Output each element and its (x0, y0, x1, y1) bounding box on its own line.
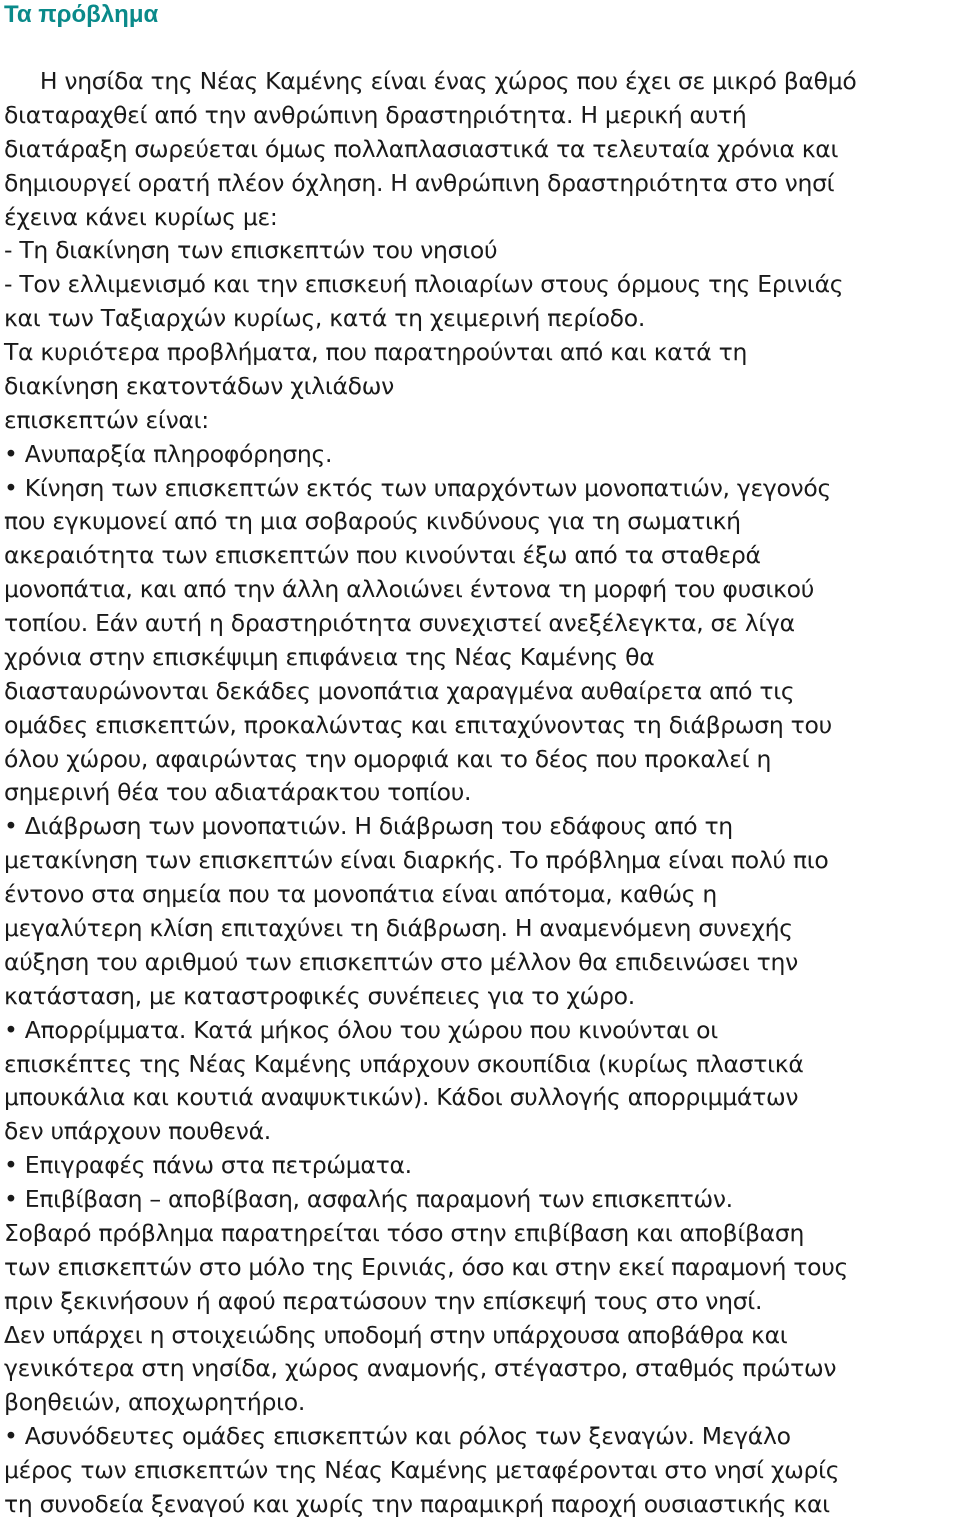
text-line: διαταραχθεί από την ανθρώπινη δραστηριότητα. Η μερική αυτή (4, 100, 747, 129)
text-line: σημερινή θέα του αδιατάρακτου τοπίου. (4, 778, 472, 807)
text-line: αύξηση του αριθμού των επισκεπτών στο μέλλον θα επιδεινώσει την (4, 947, 798, 976)
text-line: επισκέπτες της Νέας Καμένης υπάρχουν σκουπίδια (κυρίως πλαστικά (4, 1049, 804, 1078)
text-line: • Απορρίμματα. Κατά μήκος όλου του χώρου που κινούνται οι (4, 1015, 718, 1044)
text-line: μετακίνηση των επισκεπτών είναι διαρκής. Το πρόβλημα είναι πολύ πιο (4, 846, 829, 875)
text-line: • Ανυπαρξία πληροφόρησης. (4, 439, 333, 468)
text-line: γενικότερα στη νησίδα, χώρος αναμονής, στέγαστρο, σταθμός πρώτων (4, 1354, 837, 1383)
text-line: Η νησίδα της Νέας Καμένης είναι ένας χώρος που έχει σε μικρό βαθμό (4, 67, 857, 95)
text-line: χρόνια στην επισκέψιμη επιφάνεια της Νέας Καμένης θα (4, 642, 655, 671)
text-line: έντονο στα σημεία που τα μονοπάτια είναι απότομα, καθώς η (4, 880, 717, 909)
text-line: δεν υπάρχουν πουθενά. (4, 1117, 271, 1146)
text-line: βοηθειών, αποχωρητήριο. (4, 1388, 305, 1417)
text-line: επισκεπτών είναι: (4, 405, 209, 434)
text-line: Σοβαρό πρόβλημα παρατηρείται τόσο στην επιβίβαση και αποβίβαση (4, 1218, 805, 1247)
text-line: διακίνηση εκατοντάδων χιλιάδων (4, 371, 394, 400)
text-line: διατάραξη σωρεύεται όμως πολλαπλασιαστικά τα τελευταία χρόνια και (4, 134, 839, 163)
text-line: Τα κυριότερα προβλήματα, που παρατηρούνται από και κατά τη (4, 338, 748, 367)
text-line: των επισκεπτών στο μόλο της Ερινιάς, όσο και στην εκεί παραμονή τους (4, 1252, 849, 1281)
text-line: διασταυρώνονται δεκάδες μονοπάτια χαραγμένα αυθαίρετα από τις (4, 676, 795, 705)
text-line: μέρος των επισκεπτών της Νέας Καμένης μεταφέρονται στο νησί χωρίς (4, 1456, 840, 1485)
text-line: ακεραιότητα των επισκεπτών που κινούνται έξω από τα σταθερά (4, 541, 761, 570)
text-line: τη συνοδεία ξεναγού και χωρίς την παραμικρή παροχή ουσιαστικής και (4, 1489, 830, 1518)
text-line: • Διάβρωση των μονοπατιών. Η διάβρωση του εδάφους από τη (4, 812, 733, 841)
text-line: • Επιγραφές πάνω στα πετρώματα. (4, 1151, 412, 1180)
text-line: μονοπάτια, και από την άλλη αλλοιώνει έντονα τη μορφή του φυσικού (4, 575, 815, 604)
text-line: Δεν υπάρχει η στοιχειώδης υποδομή στην υπάρχουσα αποβάθρα και (4, 1320, 788, 1349)
text-line: μεγαλύτερη κλίση επιταχύνει τη διάβρωση. Η αναμενόμενη συνεχής (4, 914, 793, 942)
text-line: που εγκυμονεί από τη μια σοβαρούς κινδύνους για τη σωματική (4, 507, 741, 536)
text-line: και των Ταξιαρχών κυρίως, κατά τη χειμερινή περίοδο. (4, 304, 646, 333)
text-line: - Τον ελλιμενισμό και την επισκευή πλοιαρίων στους όρμους της Ερινιάς (4, 270, 844, 299)
text-line: - Τη διακίνηση των επισκεπτών του νησιού (4, 236, 498, 265)
text-line: • Κίνηση των επισκεπτών εκτός των υπαρχόντων μονοπατιών, γεγονός (4, 473, 831, 502)
text-line: ομάδες επισκεπτών, προκαλώντας και επιταχύνοντας τη διάβρωση του (4, 710, 832, 739)
section-heading: Τα πρόβλημα (4, 1, 159, 28)
text-line: πριν ξεκινήσουν ή αφού περατώσουν την επίσκεψή τους στο νησί. (4, 1286, 763, 1315)
text-line: όλου χώρου, αφαιρώντας την ομορφιά και το δέος που προκαλεί η (4, 744, 772, 773)
text-line: τοπίου. Εάν αυτή η δραστηριότητα συνεχιστεί ανεξέλεγκτα, σε λίγα (4, 609, 795, 638)
text-line: μπουκάλια και κουτιά αναψυκτικών). Κάδοι συλλογής απορριμμάτων (4, 1083, 799, 1112)
text-line: έχεινα κάνει κυρίως με: (4, 202, 278, 231)
text-line: δημιουργεί ορατή πλέον όχληση. Η ανθρώπινη δραστηριότητα στο νησί (4, 168, 835, 197)
text-line: κατάσταση, με καταστροφικές συνέπειες για το χώρο. (4, 981, 635, 1010)
text-line: • Επιβίβαση – αποβίβαση, ασφαλής παραμονή των επισκεπτών. (4, 1185, 733, 1214)
text-line: • Ασυνόδευτες ομάδες επισκεπτών και ρόλος των ξεναγών. Μεγάλο (4, 1422, 791, 1451)
